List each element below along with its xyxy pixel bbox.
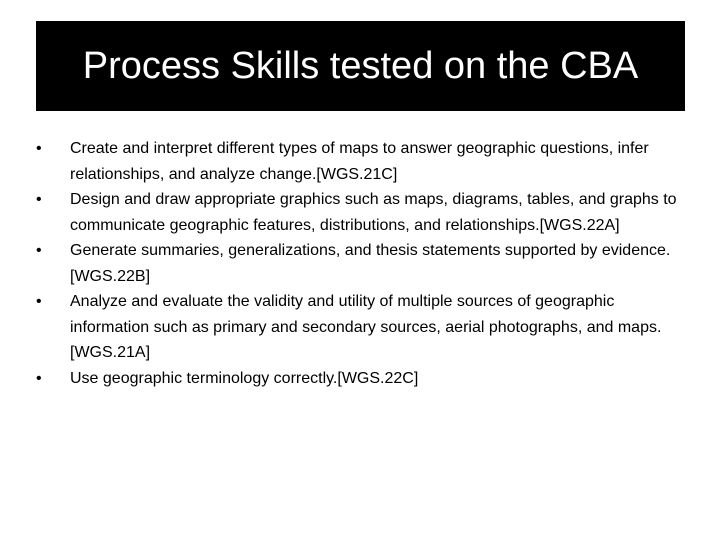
bullet-icon: • [36, 191, 42, 208]
bullet-icon: • [36, 140, 42, 157]
slide-title: Process Skills tested on the CBA [82, 45, 639, 87]
bullet-text: Generate summaries, generalizations, and thesis statements supported by evidence.[WGS.22B] [70, 242, 671, 285]
bullet-item [36, 187, 686, 238]
bullet-text: Design and draw appropriate graphics such as maps, diagrams, tables, and graphs to communicate geographic features, distributions, and relationships.[WGS.22A] [70, 191, 677, 234]
bullet-list [36, 136, 686, 391]
bullet-icon: • [36, 293, 42, 310]
bullet-item [36, 289, 686, 366]
bullet-icon: • [36, 369, 42, 387]
bullet-text: Create and interpret different types of maps to answer geographic questions, infer relationships, and analyze change.[WGS.21C] [70, 140, 649, 183]
bullet-item [36, 238, 686, 289]
title-bar [36, 21, 685, 111]
bullet-item [36, 136, 686, 187]
bullet-icon: • [36, 242, 42, 259]
bullet-text: Use geographic terminology correctly.[WGS.22C] [70, 369, 419, 387]
bullet-text: Analyze and evaluate the validity and utility of multiple sources of geographic information such as primary and secondary sources, aerial photographs, and maps.[WGS.21A] [70, 293, 662, 361]
bullet-item [36, 366, 686, 392]
